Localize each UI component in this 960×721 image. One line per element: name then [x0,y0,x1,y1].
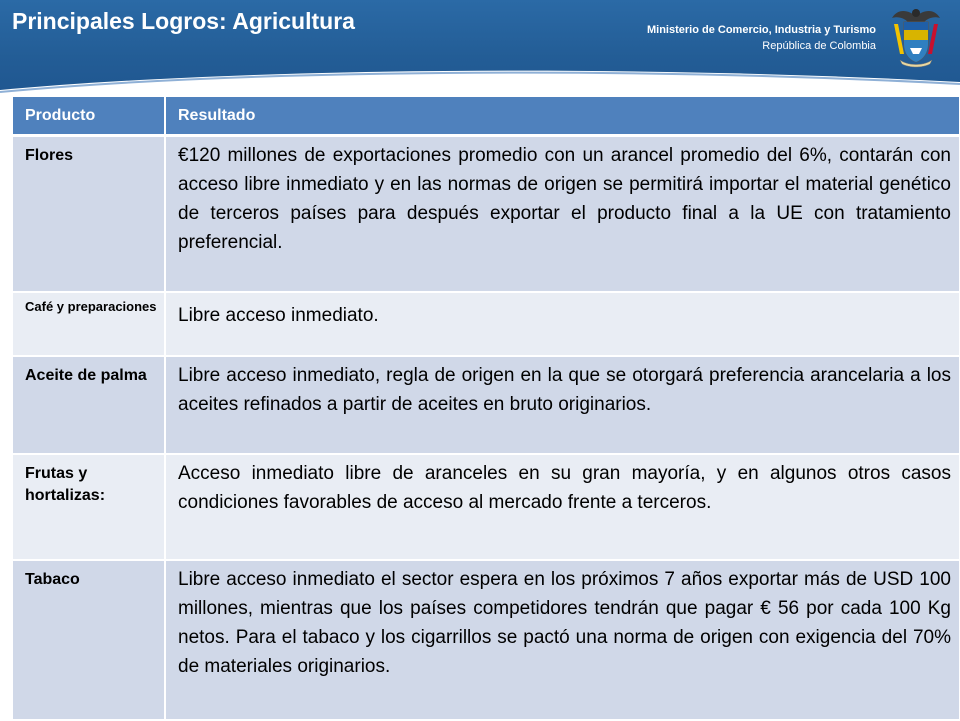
table-row [13,454,960,560]
ministry-name: Ministerio de Comercio, Industria y Turismo [646,24,876,36]
header-bar [0,0,960,95]
result-cell: Libre acceso inmediato. [165,292,960,356]
result-cell: Libre acceso inmediato, regla de origen en la que se otorgará preferencia arancelaria a los aceites refinados a partir de aceites en bruto originarios. [165,356,960,454]
country-name: República de Colombia [762,40,876,52]
ministry-label [647,22,876,54]
results-table-container [13,97,960,720]
page-title: Principales Logros: Agricultura [12,8,355,34]
table-row [13,292,960,356]
product-cell: Aceite de palma [13,356,165,454]
product-cell: Café y preparaciones [13,292,165,356]
table-row [13,356,960,454]
product-cell: Tabaco [13,560,165,720]
product-cell: Flores [13,136,165,292]
column-header-result: Resultado [165,97,960,136]
product-cell: Frutas y hortalizas: [13,454,165,560]
colombia-coat-of-arms-icon [888,4,944,68]
header-swoosh-decoration [0,62,960,102]
result-cell: €120 millones de exportaciones promedio con un arancel promedio del 6%, contarán con acceso libre inmediato y en las normas de origen se permitirá importar el material genético de terceros países para después exportar el producto final a la UE con tratamiento preferencial. [165,136,960,292]
result-cell: Libre acceso inmediato el sector espera en los próximos 7 años exportar más de USD 100 millones, mientras que los países competidores tendrán que pagar € 56 por cada 100 Kg netos. Para el tabaco y los cigarrillos se pactó una norma de origen con exigencia del 70% de materiales originarios. [165,560,960,720]
results-table [13,97,960,721]
column-header-product: Producto [13,97,165,136]
table-row [13,560,960,720]
table-row [13,136,960,292]
table-header-row [13,97,960,136]
result-cell: Acceso inmediato libre de aranceles en su gran mayoría, y en algunos otros casos condiciones favorables de acceso al mercado frente a terceros. [165,454,960,560]
